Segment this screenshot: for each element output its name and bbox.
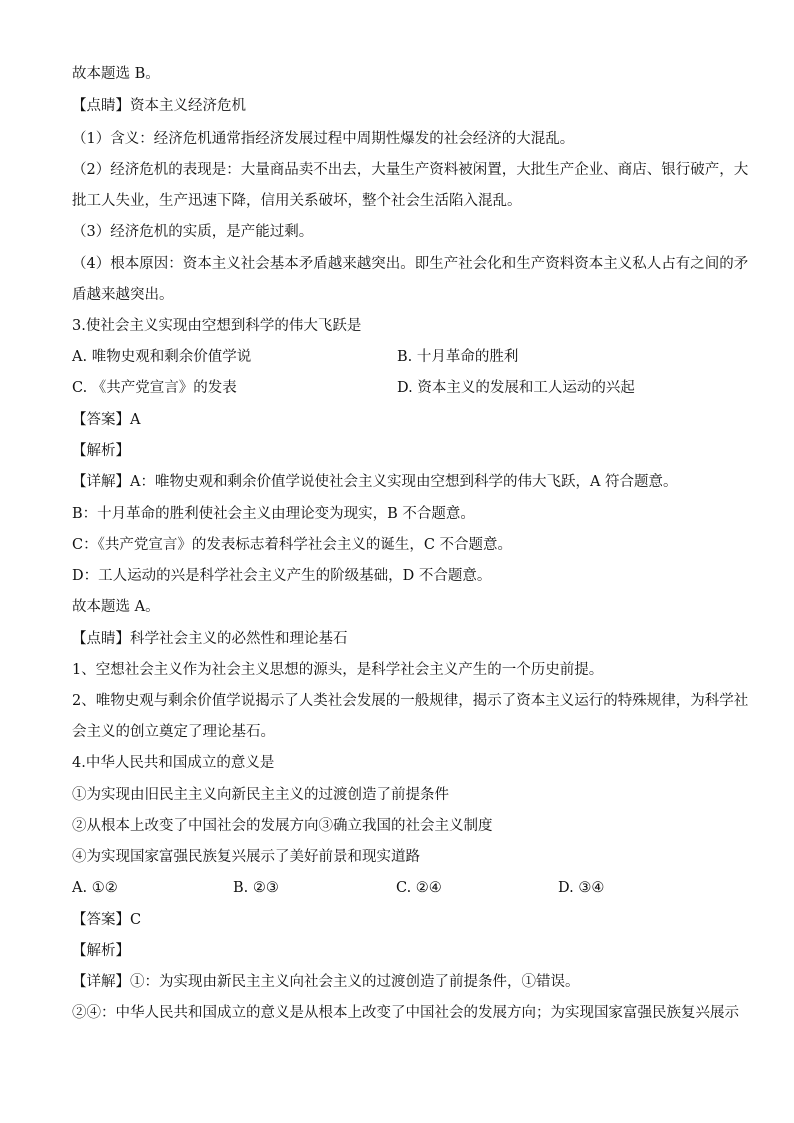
q4-option-b: B. ②③ (233, 880, 279, 896)
q3-analysis-label: 【解析】 (72, 443, 130, 459)
text-line: （3）经济危机的实质，是产能过剩。 (72, 224, 314, 240)
text-line: B：十月革命的胜利使社会主义由理论变为现实，B 不合题意。 (72, 506, 475, 522)
text-line: 【点睛】科学社会主义的必然性和理论基石 (72, 631, 348, 647)
text-line: 会主义的创立奠定了理论基石。 (72, 724, 275, 740)
q3-option-a: A. 唯物史观和剩余价值学说 (72, 349, 252, 365)
text-line: 1、空想社会主义作为社会主义思想的源头，是科学社会主义产生的一个历史前提。 (72, 662, 604, 678)
q4-statement-1: ①为实现由旧民主主义向新民主主义的过渡创造了前提条件 (72, 787, 449, 803)
text-line: 【点睛】资本主义经济危机 (72, 98, 246, 114)
q3-option-c: C. 《共产党宣言》的发表 (72, 380, 237, 396)
text-line: （1）含义：经济危机通常指经济发展过程中周期性爆发的社会经济的大混乱。 (72, 131, 575, 147)
text-line: 批工人失业，生产迅速下降，信用关系破坏，整个社会生活陷入混乱。 (72, 193, 522, 209)
q3-option-d: D. 资本主义的发展和工人运动的兴起 (397, 380, 635, 396)
text-line: 2、唯物史观与剩余价值学说揭示了人类社会发展的一般规律，揭示了资本主义运行的特殊规律，为科学社 (72, 693, 749, 709)
q4-analysis-label: 【解析】 (72, 943, 130, 959)
q4-statement-4: ④为实现国家富强民族复兴展示了美好前景和现实道路 (72, 849, 420, 865)
text-line: 故本题选 B。 (72, 66, 160, 82)
q4-statement-2-3: ②从根本上改变了中国社会的发展方向③确立我国的社会主义制度 (72, 818, 493, 834)
q4-option-d: D. ③④ (558, 880, 605, 896)
q3-option-b: B. 十月革命的胜利 (397, 349, 519, 365)
text-line: 盾越来越突出。 (72, 287, 174, 303)
text-line: （4）根本原因：资本主义社会基本矛盾越来越突出。即生产社会化和生产资料资本主义私人占有之间的矛 (72, 256, 749, 272)
question-3-stem: 3.使社会主义实现由空想到科学的伟大飞跃是 (72, 318, 362, 334)
text-line: C：《共产党宣言》的发表标志着科学社会主义的诞生，C 不合题意。 (72, 537, 513, 553)
text-line: 故本题选 A。 (72, 599, 160, 615)
q4-option-a: A. ①② (72, 880, 118, 896)
text-line: ②④：中华人民共和国成立的意义是从根本上改变了中国社会的发展方向；为实现国家富强民族复兴展示 (72, 1005, 739, 1021)
text-line: 【详解】①：为实现由新民主主义向社会主义的过渡创造了前提条件，①错误。 (72, 974, 580, 990)
text-line: D：工人运动的兴是科学社会主义产生的阶级基础，D 不合题意。 (72, 568, 492, 584)
text-line: （2）经济危机的表现是：大量商品卖不出去，大量生产资料被闲置，大批生产企业、商店、银行破产，大 (72, 162, 749, 178)
question-4-stem: 4.中华人民共和国成立的意义是 (72, 755, 275, 771)
text-line: 【详解】A：唯物史观和剩余价值学说使社会主义实现由空想到科学的伟大飞跃，A 符合题意。 (72, 474, 678, 490)
q4-option-c: C. ②④ (396, 880, 442, 896)
q4-answer: 【答案】C (72, 912, 142, 928)
q3-answer: 【答案】A (72, 412, 141, 428)
